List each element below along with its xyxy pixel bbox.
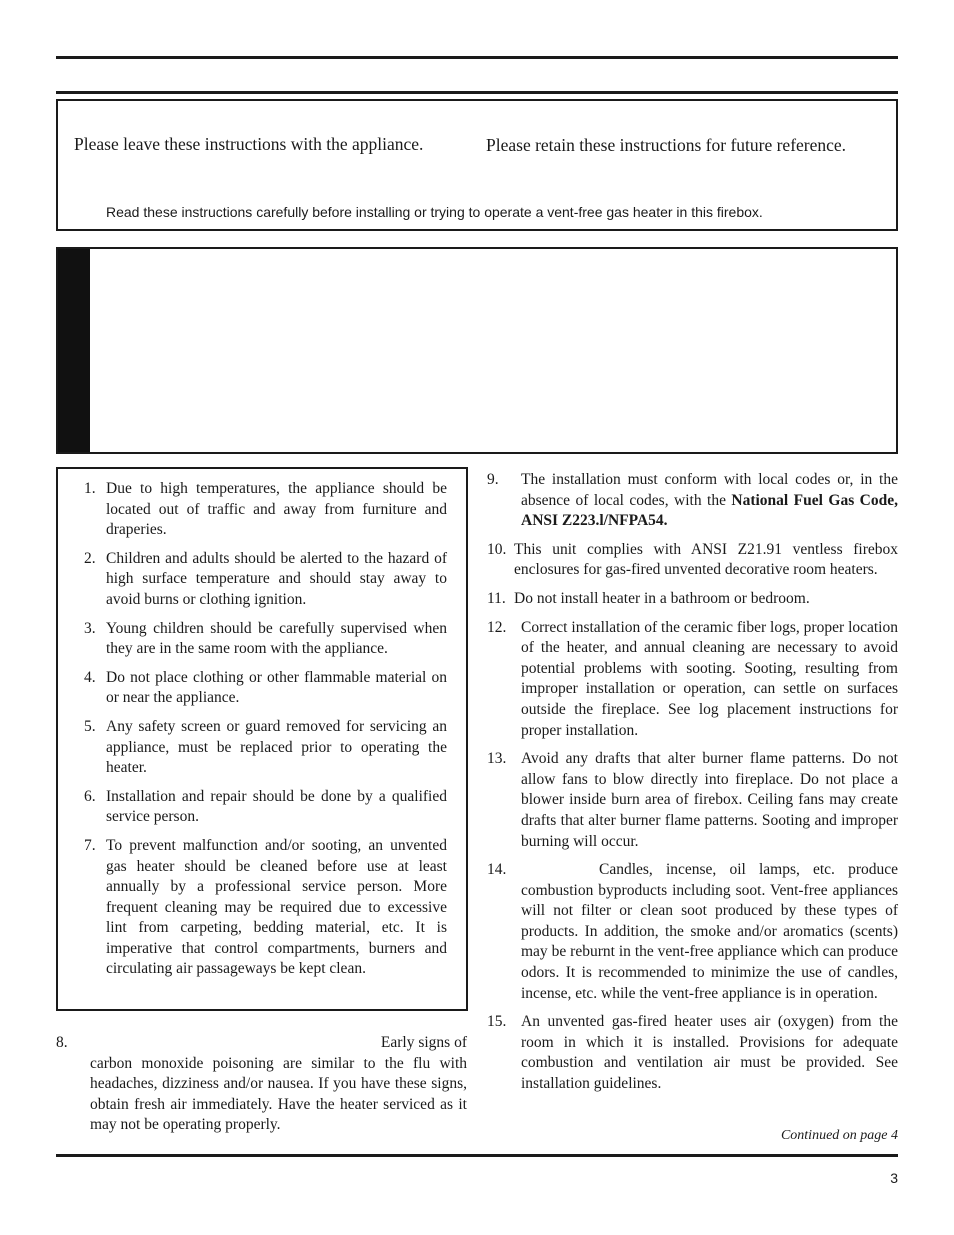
list-item: 14. Candles, incense, oil lamps, etc. produce combustion byproducts including soot. Vent-free appliances will not filter or clean soot produced by these types of products. In addition, the smoke and/or aromatics (scents) may be reburnt in the vent-free appliance which can produce odors. It is recommended to minimize the use of candles, incense, etc. while the vent-free appliance is in operation. (487, 861, 898, 1002)
notice-box (56, 99, 898, 231)
list-item: 11. Do not install heater in a bathroom or bedroom. (487, 589, 810, 607)
list-item: 7. To prevent malfunction and/or sooting, an unvented gas heater should be cleaned before use at least annually by a professional service person. More frequent cleaning may be required due to excessive lint from carpeting, bedding material, etc. It is imperative that control compartments, burners and circulating air passageways be kept clean. (84, 836, 447, 978)
list-item: 9. The installation must conform with local codes or, in the absence of local codes, with the National Fuel Gas Code, ANSI Z223.l/NFPA54. (487, 471, 898, 530)
safety-list (84, 479, 447, 988)
page-number: 3 (890, 1170, 898, 1186)
continued-note: Continued on page 4 (780, 1128, 898, 1143)
top-rule (56, 56, 898, 59)
list-item: 13. Avoid any drafts that alter burner flame patterns. Do not allow fans to blow directly into fireplace. Do not place a blower inside burn area of firebox. Ceiling fans may create drafts that alter burner flame patterns. Sooting and improper burning will occur. (487, 750, 898, 850)
list-item-8: 8. Early signs of carbon monoxide poisoning are similar to the flu with headaches, dizziness and/or nausea. If you have these signs, obtain fresh air immediately. Have the heater serviced as it may not be operating properly. (56, 1034, 467, 1134)
list-item: 10. This unit complies with ANSI Z21.91 ventless firebox enclosures for gas-fired unvented decorative room heaters. (487, 540, 898, 579)
list-item: 12. Correct installation of the ceramic fiber logs, proper location of the heater, and annual cleaning are necessary to avoid potential problems with sooting. Sooting, resulting from improper installation or operation, can settle on surfaces outside the fireplace. See log placement instructions for proper installation. (487, 618, 898, 739)
header-rule (56, 91, 898, 94)
list-item: 15. An unvented gas-fired heater uses air (oxygen) from the room in which it is installed. Provisions for adequate combustion and ventilation air must be provided. See installation guidelines. (487, 1013, 898, 1093)
list-item: 3. Young children should be carefully supervised when they are in the same room with the appliance. (84, 619, 447, 658)
leave-instructions-text: Please leave these instructions with the appliance. (74, 134, 424, 154)
warning-box (56, 247, 898, 454)
safety-box (56, 467, 468, 1011)
bottom-rule (56, 1154, 898, 1157)
list-item: 2. Children and adults should be alerted to the hazard of high surface temperature and should stay away to avoid burns or clothing ignition. (84, 549, 447, 608)
requirements-list (487, 470, 898, 1103)
list-item: 5. Any safety screen or guard removed for servicing an appliance, must be replaced prior to operating the heater. (84, 717, 447, 777)
read-instructions-text: Read these instructions carefully before installing or trying to operate a vent-free gas heater in this firebox. (106, 204, 763, 220)
warning-bar (58, 249, 90, 452)
retain-instructions-text: Please retain these instructions for future reference. (486, 135, 847, 155)
list-item: 1. Due to high temperatures, the appliance should be located out of traffic and away from furniture and draperies. (84, 480, 447, 539)
list-item: 4. Do not place clothing or other flammable material on or near the appliance. (84, 668, 447, 707)
list-item: 6. Installation and repair should be done by a qualified service person. (84, 787, 447, 826)
